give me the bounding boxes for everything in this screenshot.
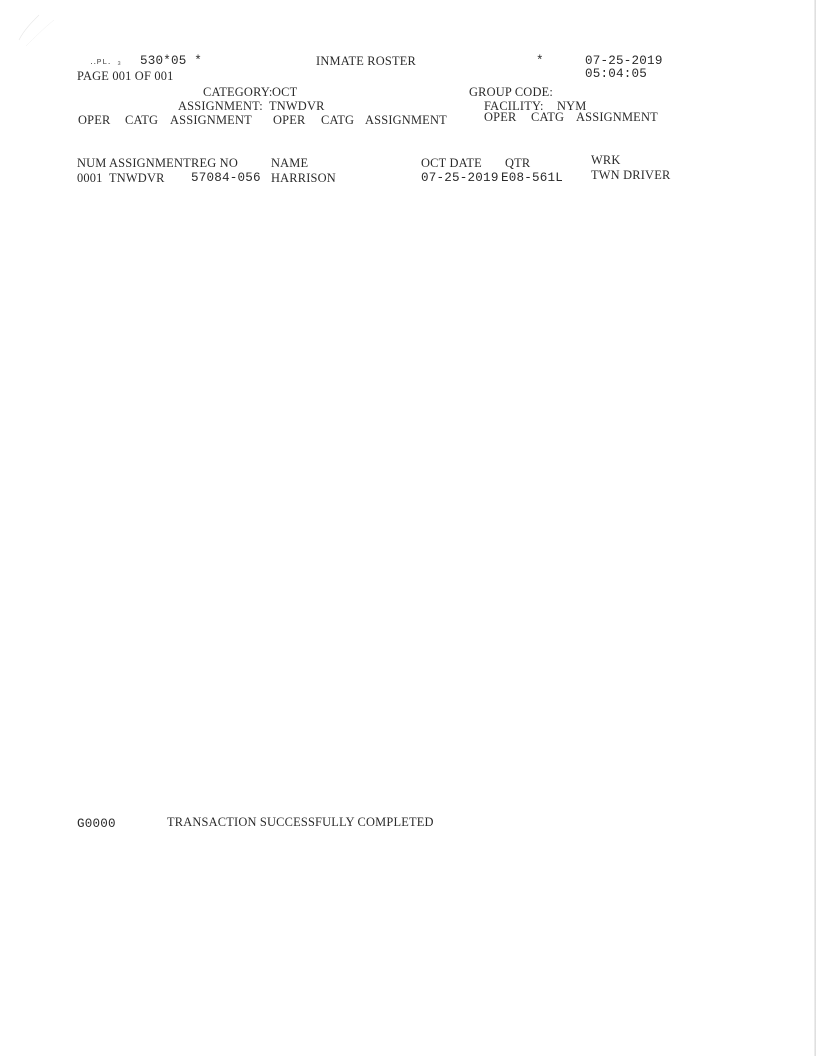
assignment-label: ASSIGNMENT:	[178, 99, 263, 113]
col-name: NAME	[271, 156, 309, 170]
col-reg-no: REG NO	[191, 156, 238, 170]
row-assignment: TNWDVR	[109, 171, 165, 185]
report-title: INMATE ROSTER	[316, 54, 417, 68]
col-wrk: WRK	[591, 153, 621, 167]
col-oct-date: OCT DATE	[421, 156, 482, 170]
col-qtr: QTR	[505, 156, 531, 170]
assignment-header-2: ASSIGNMENT	[365, 113, 447, 127]
catg-header-1: CATG	[125, 113, 159, 127]
row-num: 0001	[77, 171, 103, 185]
report-date: 07-25-2019	[585, 54, 663, 68]
header-garbled-text: ․․ᴘʟ․ ₃	[90, 57, 123, 67]
assignment-value: TNWDVR	[269, 99, 325, 113]
row-qtr: E08-561L	[501, 171, 564, 185]
status-message: TRANSACTION SUCCESSFULLY COMPLETED	[167, 815, 434, 829]
page-indicator: PAGE 001 OF 001	[77, 69, 174, 83]
row-reg-no: 57084-056	[191, 171, 261, 185]
row-name: HARRISON	[271, 171, 336, 185]
oper-header-3: OPER	[484, 110, 517, 124]
col-assignment: ASSIGNMENT	[109, 156, 191, 170]
row-wrk: TWN DRIVER	[591, 168, 671, 182]
assignment-header-3: ASSIGNMENT	[576, 110, 658, 124]
category-value: OCT	[272, 85, 298, 99]
header-code: 530*05 *	[140, 54, 203, 68]
oper-header-2: OPER	[273, 113, 306, 127]
group-code-label: GROUP CODE:	[469, 85, 554, 99]
oper-header-1: OPER	[78, 113, 111, 127]
category-label: CATEGORY:	[203, 85, 273, 99]
status-code: G0000	[77, 817, 116, 831]
assignment-header-1: ASSIGNMENT	[170, 113, 252, 127]
scan-smudge	[14, 10, 64, 50]
header-star: *	[536, 54, 544, 68]
facility-value: NYM	[557, 99, 587, 113]
report-time: 05:04:05	[585, 67, 648, 81]
row-oct-date: 07-25-2019	[421, 171, 499, 185]
catg-header-2: CATG	[321, 113, 355, 127]
facility-label: FACILITY:	[484, 99, 544, 113]
catg-header-3: CATG	[531, 110, 565, 124]
col-num: NUM	[77, 156, 107, 170]
